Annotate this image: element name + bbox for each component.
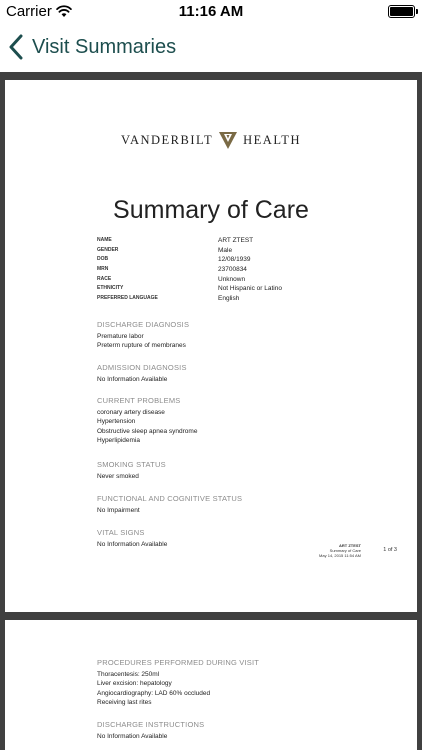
report-section [97,363,397,384]
section-heading: CURRENT PROBLEMS [97,396,181,405]
demographics-row [97,255,397,265]
section-item: Receiving last rites [97,699,152,707]
section-heading: ADMISSION DIAGNOSIS [97,363,187,372]
document-page-2 [5,620,417,750]
demographics-table [97,236,397,304]
demographics-value: 12/08/1939 [218,256,251,264]
report-section [97,658,397,708]
section-heading: VITAL SIGNS [97,528,145,537]
navigation-bar [0,24,422,72]
demographics-row [97,246,397,256]
demographics-value: 23700834 [218,266,247,274]
vanderbilt-health-logo [5,130,417,150]
report-section [97,320,397,351]
document-viewer[interactable] [0,72,422,750]
section-item: No Impairment [97,507,140,514]
demographics-label: RACE [97,275,112,282]
battery-icon [388,5,415,18]
report-section [97,720,397,741]
chevron-left-icon [8,34,24,60]
document-title: Summary of Care [113,196,309,224]
demographics-label: PREFERRED LANGUAGE [97,295,158,302]
page-number: 1 of 3 [383,547,397,553]
demographics-value: Unknown [218,275,246,283]
footer-date: May 14, 2015 11:54 AM [319,553,361,558]
section-item: Hyperlipidemia [97,437,140,445]
section-heading: FUNCTIONAL AND COGNITIVE STATUS [97,494,243,503]
demographics-label: GENDER [97,246,119,253]
demographics-label: NAME [97,237,112,243]
demographics-value: Male [218,246,233,254]
section-item: Premature labor [97,333,144,340]
status-bar [0,0,422,24]
section-heading: DISCHARGE INSTRUCTIONS [97,720,205,729]
carrier-label: Carrier [6,3,52,20]
report-section [97,494,397,515]
oak-leaf-v-icon [218,130,238,150]
section-item: No Information Available [97,541,168,548]
document-page-1 [5,80,417,612]
back-button[interactable] [8,34,176,60]
section-item: Obstructive sleep apnea syndrome [97,427,198,435]
demographics-label: ETHNICITY [97,285,124,292]
back-button-label: Visit Summaries [32,35,177,58]
section-item: No Information Available [97,733,168,740]
report-section [97,396,397,446]
section-item: coronary artery disease [97,409,165,416]
section-item: Never smoked [97,473,139,480]
demographics-label: MRN [97,266,109,273]
section-item: No Information Available [97,376,168,383]
demographics-row [97,275,397,285]
demographics-value: English [218,295,240,303]
logo-text-right: HEALTH [243,132,301,147]
section-heading: PROCEDURES PERFORMED DURING VISIT [97,658,260,667]
demographics-row [97,265,397,275]
footer-document-name: Summary of Care [329,548,361,553]
section-item: Angiocardiography: LAD 60% occluded [97,689,211,697]
section-item: Hypertension [97,418,136,426]
section-item: Preterm rupture of membranes [97,342,186,350]
section-item: Liver excision: hepatology [97,680,172,688]
report-section [97,460,397,481]
section-heading: SMOKING STATUS [97,460,166,469]
section-item: Thoracentesis: 250ml [97,671,160,678]
section-heading: DISCHARGE DIAGNOSIS [97,320,190,329]
demographics-value: Not Hispanic or Latino [218,285,282,293]
logo-text-left: VANDERBILT [121,132,214,147]
demographics-row [97,284,397,294]
clock-time: 11:16 AM [178,3,244,20]
demographics-value: ART ZTEST [218,237,254,244]
demographics-row [97,294,397,304]
demographics-row [97,236,397,246]
footer-patient-name: ART ZTEST [339,543,361,548]
demographics-label: DOB [97,256,109,263]
